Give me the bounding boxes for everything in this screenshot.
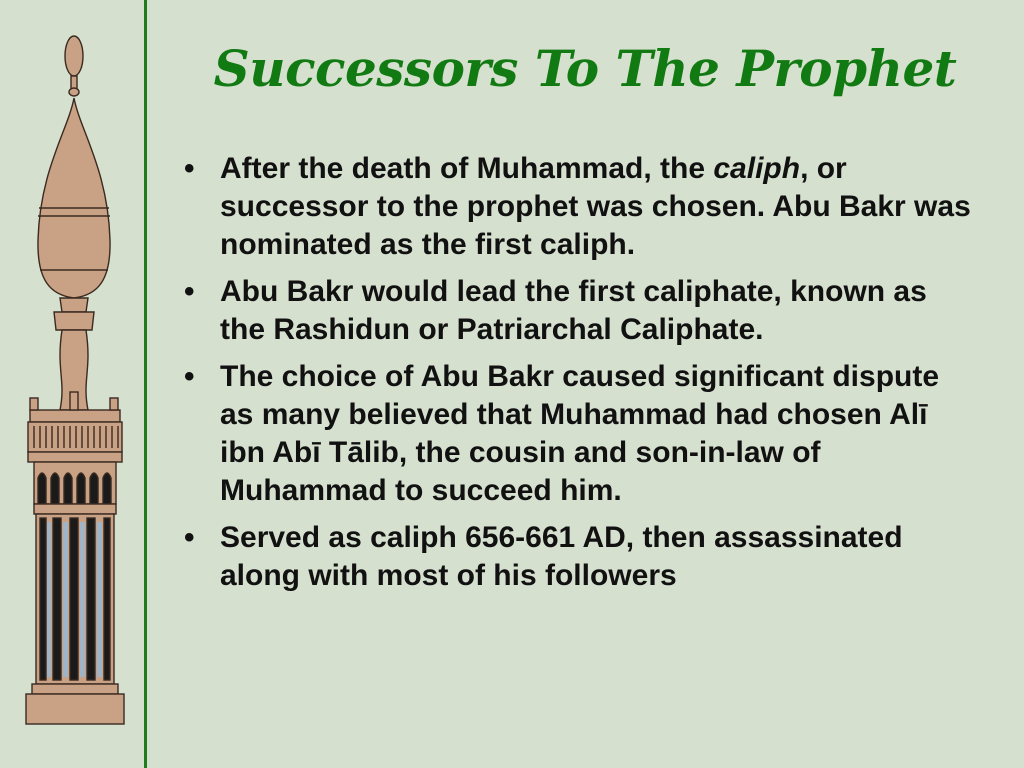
bullet-dot-icon: • [184, 521, 195, 554]
bullet-dot-icon: • [184, 360, 195, 393]
minaret-illustration [20, 30, 130, 730]
bullet-item [180, 273, 980, 349]
bullet-dot-icon: • [184, 275, 195, 308]
bullet-text: The choice of Abu Bakr caused significant dispute as many believed that Muhammad had chosen Alī ibn Abī Tālib, the cousin and son-in-law of Muhammad to succeed him. [220, 360, 940, 507]
bullet-text: After the death of Muhammad, the caliph, or successor to the prophet was chosen. Abu Bakr was nominated as the first caliph. [220, 152, 971, 261]
bullet-text: Abu Bakr would lead the first caliphate, known as the Rashidun or Patriarchal Caliphate. [220, 275, 927, 346]
vertical-divider [144, 0, 147, 768]
bullet-list [180, 150, 980, 604]
slide-title: Successors To The Prophet [213, 39, 957, 98]
italic-term: caliph [713, 152, 801, 185]
bullet-item [180, 358, 980, 510]
bullet-dot-icon: • [184, 152, 195, 185]
bullet-item [180, 150, 980, 264]
bullet-text: Served as caliph 656-661 AD, then assassinated along with most of his followers [220, 521, 903, 592]
bullet-item [180, 519, 980, 595]
